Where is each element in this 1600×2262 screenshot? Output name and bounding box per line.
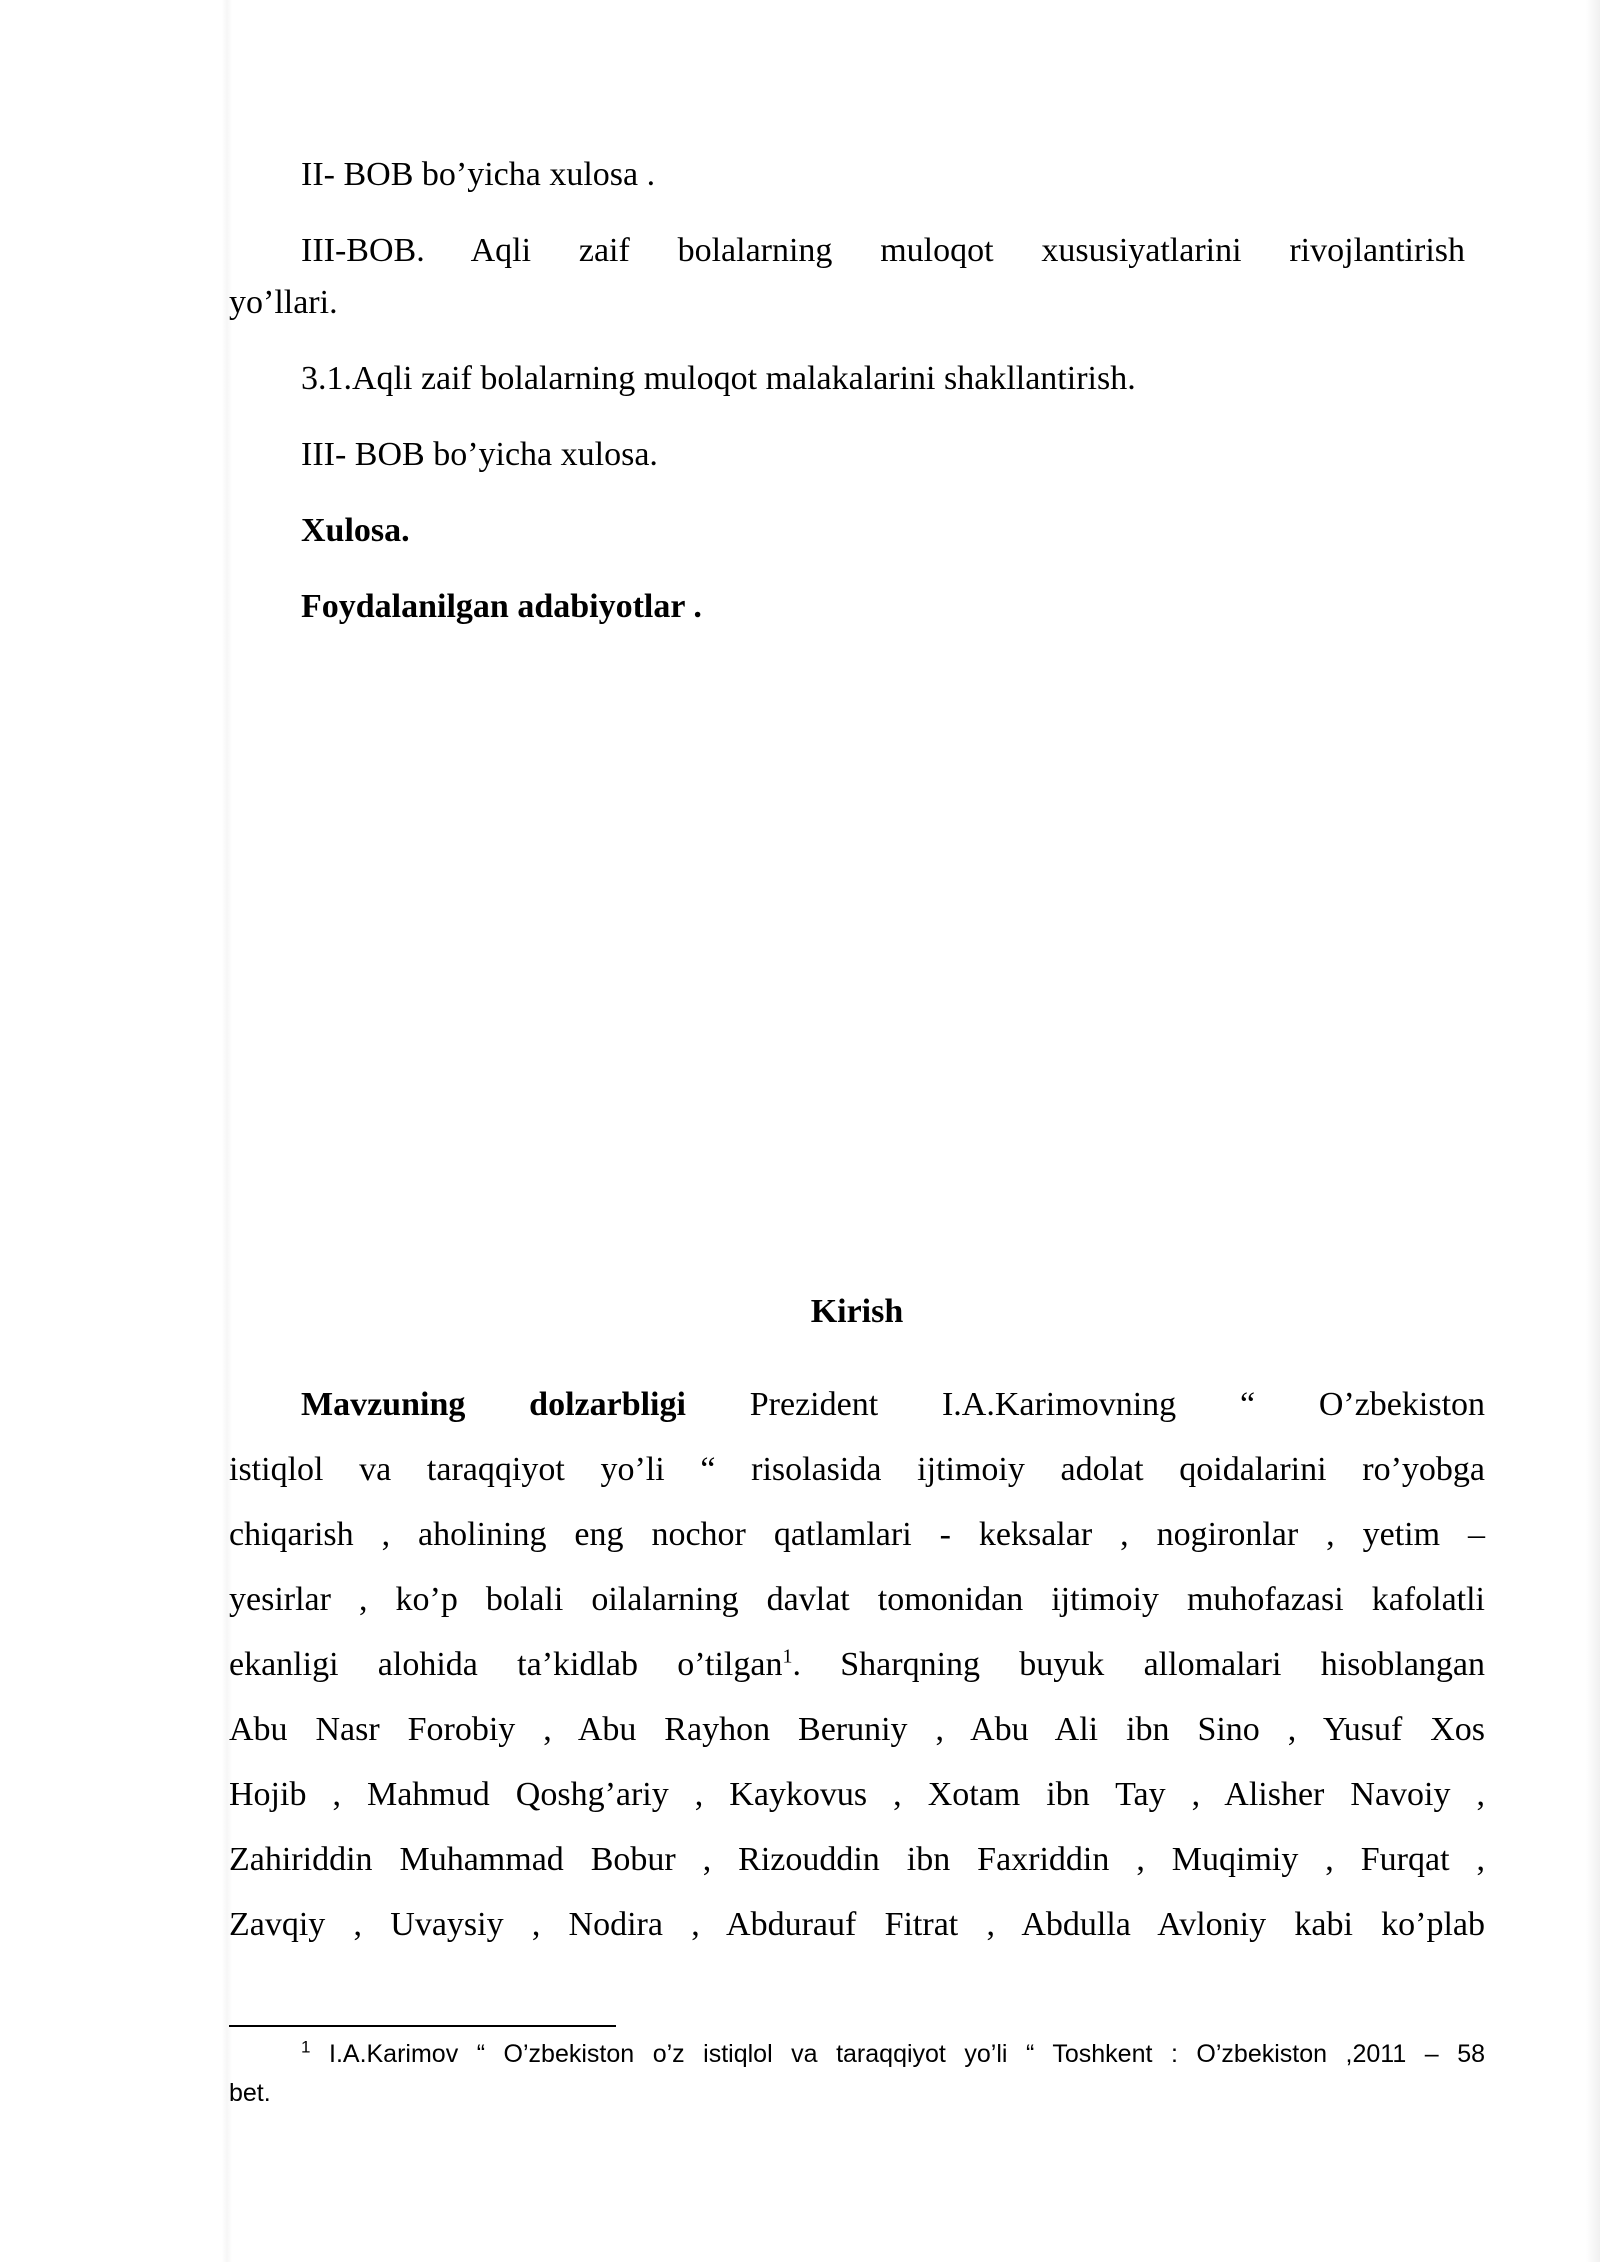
line-text: . Sharqning buyuk allomalari hisoblangan <box>792 1646 1486 1683</box>
paragraph-line: istiqlol va taraqqiyot yo’li “ risolasida ijtimoiy adolat qoidalarini ro’yobga <box>229 1451 1485 1488</box>
paragraph-line <box>301 1385 1485 1425</box>
line-text: Prezident I.A.Karimovning “ O’zbekiston <box>749 1386 1486 1423</box>
paragraph-line: Hojib , Mahmud Qoshg’ariy , Kaykovus , Xotam ibn Tay , Alisher Navoiy , <box>229 1776 1485 1813</box>
line-text: ekanligi alohida ta’kidlab o’tilgan <box>229 1646 783 1683</box>
footnote-reference[interactable]: 1 <box>782 1645 793 1668</box>
toc-item-conclusion: Xulosa. <box>301 512 410 549</box>
footnote-text: I.A.Karimov “ O’zbekiston o’z istiqlol va taraqqiyot yo’li “ Toshkent : O’zbekiston ,2011 – 58 <box>329 2040 1486 2068</box>
footnote-line <box>301 2038 1485 2070</box>
section-heading: Kirish <box>810 1293 904 1330</box>
paragraph-line: Zahiriddin Muhammad Bobur , Rizouddin ibn Faxriddin , Muqimiy , Furqat , <box>229 1841 1485 1878</box>
paragraph-line <box>229 1645 1485 1685</box>
footnote-separator <box>229 2025 616 2027</box>
toc-item-references: Foydalanilgan adabiyotlar . <box>301 588 702 625</box>
footnote-line: bet. <box>229 2079 271 2107</box>
toc-item: III-BOB. Aqli zaif bolalarning muloqot xususiyatlarini rivojlantirish <box>301 232 1465 269</box>
lead-phrase: Mavzuning dolzarbligi <box>301 1386 686 1423</box>
page-edge-shadow <box>1586 0 1600 2262</box>
toc-item: II- BOB bo’yicha xulosa . <box>301 156 656 193</box>
paragraph-line: yesirlar , ko’p bolali oilalarning davlat tomonidan ijtimoiy muhofazasi kafolatli <box>229 1581 1485 1618</box>
toc-item: 3.1.Aqli zaif bolalarning muloqot malakalarini shakllantirish. <box>301 360 1136 397</box>
paragraph-line: chiqarish , aholining eng nochor qatlamlari - keksalar , nogironlar , yetim – <box>229 1516 1485 1553</box>
paragraph-line: Zavqiy , Uvaysiy , Nodira , Abdurauf Fitrat , Abdulla Avloniy kabi ko’plab <box>229 1906 1485 1943</box>
footnote-number: 1 <box>301 2037 311 2057</box>
toc-item-continuation: yo’llari. <box>229 284 338 321</box>
paragraph-line: Abu Nasr Forobiy , Abu Rayhon Beruniy , Abu Ali ibn Sino , Yusuf Xos <box>229 1711 1485 1748</box>
toc-item: III- BOB bo’yicha xulosa. <box>301 436 658 473</box>
